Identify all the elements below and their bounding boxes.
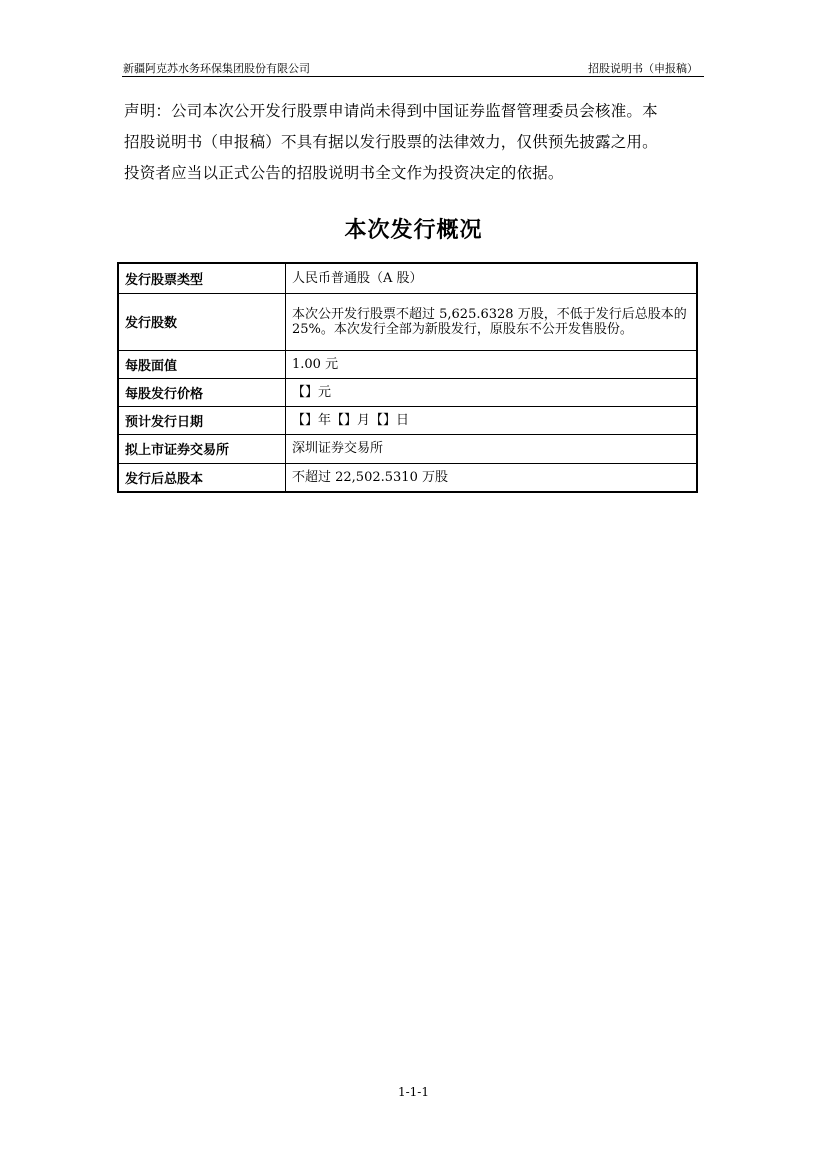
row-label: 拟上市证券交易所 <box>118 434 286 463</box>
disclaimer-statement <box>124 96 704 189</box>
row-value: 不超过 22,502.5310 万股 <box>286 463 698 492</box>
row-value: 深圳证券交易所 <box>286 434 698 463</box>
table-row <box>118 293 697 350</box>
table-row <box>118 378 697 406</box>
statement-line: 声明：公司本次公开发行股票申请尚未得到中国证券监督管理委员会核准。本 <box>124 102 658 120</box>
section-title: 本次发行概况 <box>344 218 483 243</box>
row-label: 每股发行价格 <box>118 378 286 406</box>
row-value: 1.00 元 <box>286 350 698 378</box>
header-company-name: 新疆阿克苏水务环保集团股份有限公司 <box>123 62 310 75</box>
offering-summary-table <box>117 262 698 493</box>
table-row <box>118 406 697 434</box>
row-label: 发行股票类型 <box>118 263 286 293</box>
page-header <box>122 58 704 77</box>
table-row <box>118 463 697 492</box>
row-label: 每股面值 <box>118 350 286 378</box>
statement-line: 招股说明书（申报稿）不具有据以发行股票的法律效力，仅供预先披露之用。 <box>124 133 658 151</box>
row-label: 发行股数 <box>118 293 286 350</box>
header-document-title: 招股说明书（申报稿） <box>588 62 698 75</box>
statement-line: 投资者应当以正式公告的招股说明书全文作为投资决定的依据。 <box>124 164 564 182</box>
table-row <box>118 263 697 293</box>
row-label: 发行后总股本 <box>118 463 286 492</box>
page-number: 1-1-1 <box>397 1085 429 1099</box>
table-row <box>118 350 697 378</box>
row-value: 本次公开发行股票不超过 5,625.6328 万股，不低于发行后总股本的 25%。本次发行全部为新股发行，原股东不公开发售股份。 <box>286 293 698 350</box>
row-label: 预计发行日期 <box>118 406 286 434</box>
row-value: 【】元 <box>286 378 698 406</box>
table-row <box>118 434 697 463</box>
row-value: 【】年【】月【】日 <box>286 406 698 434</box>
row-value: 人民币普通股（A 股） <box>286 263 698 293</box>
